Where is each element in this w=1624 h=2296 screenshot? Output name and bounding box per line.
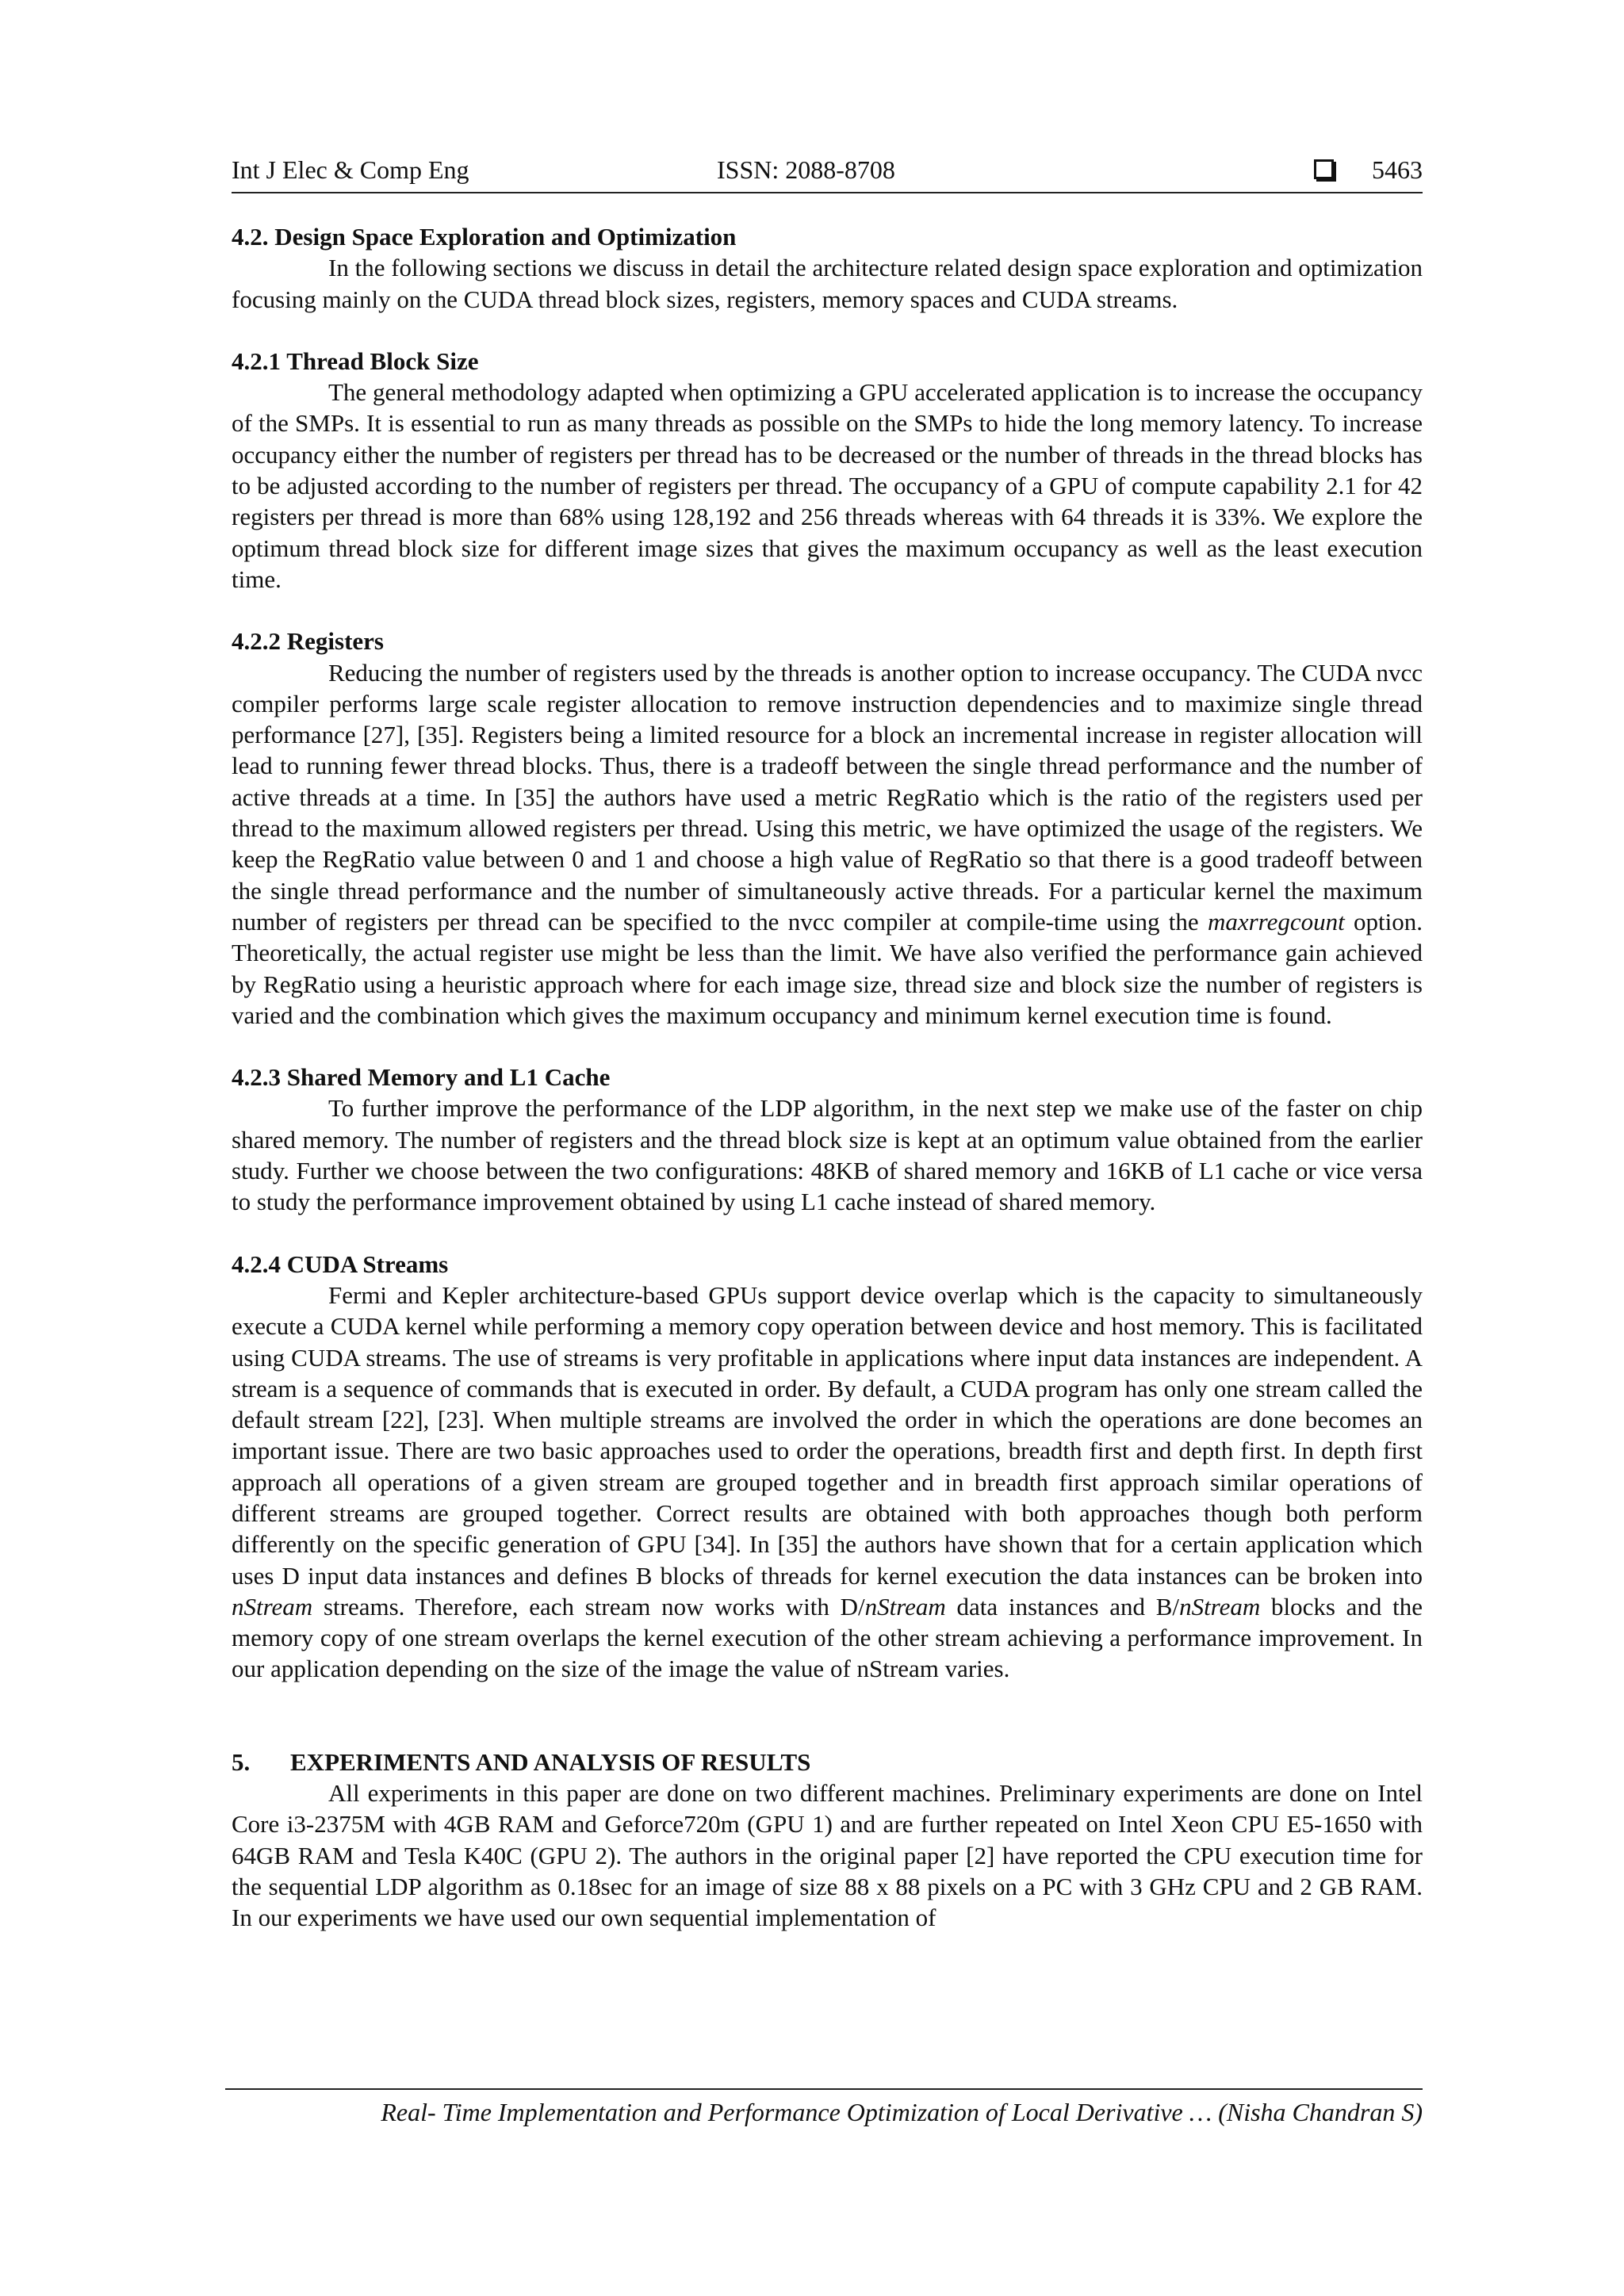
section-heading-4-2: 4.2. Design Space Exploration and Optimization bbox=[232, 223, 737, 251]
section-heading-4-2-3: 4.2.3 Shared Memory and L1 Cache bbox=[232, 1063, 611, 1092]
page-number: 5463 bbox=[1372, 155, 1423, 184]
text-run: data instances and B/ bbox=[956, 1592, 1180, 1621]
paragraph: To further improve the performance of the LDP algorithm, in the next step we make use of the faster on chip shared memory. The number of registers and the thread block size is kept at an optimum value obtained from the earlier study. Further we choose between the two configurations: 48KB of shared memory and 16KB of L1 cache or vice versa to study the performance improvement obtained by using L1 cache instead of shared memory. bbox=[232, 1094, 1423, 1216]
text-run: blocks and the memory copy of one stream overlaps the kernel execution of the other stream achieving a performance improvement. In our application depending on the size of the image the value of nStream varies. bbox=[232, 1592, 1423, 1683]
section-heading-4-2-1: 4.2.1 Thread Block Size bbox=[232, 346, 479, 375]
running-header bbox=[232, 154, 1423, 193]
journal-name: Int J Elec & Comp Eng bbox=[232, 155, 469, 184]
text-run: streams. Therefore, each stream now works with D/ bbox=[323, 1592, 865, 1621]
section-heading-4-2-2: 4.2.2 Registers bbox=[232, 627, 384, 656]
spacer bbox=[232, 1685, 1423, 1747]
paragraph: All experiments in this paper are done on two different machines. Preliminary experiments are done on Intel Core i3-2375M with 4GB RAM and Geforce720m (GPU 1) and are further repeated on Intel Xeon CPU E5-1650 with 64GB RAM and Tesla K40C (GPU 2). The authors in the original paper [2] have reported the CPU execution time for the sequential LDP algorithm as 0.18sec for an image of size 88 x 88 pixels on a PC with 3 GHz CPU and 2 GB RAM. In our experiments we have used our own sequential implementation of bbox=[232, 1779, 1423, 1932]
paragraph bbox=[232, 1280, 1423, 1685]
section-heading-4-2-4: 4.2.4 CUDA Streams bbox=[232, 1249, 449, 1278]
paragraph: The general methodology adapted when optimizing a GPU accelerated application is to increase the occupancy of the SMPs. It is essential to run as many threads as possible on the SMPs to hide the long memory latency. To increase occupancy either the number of registers per thread has to be decreased or the number of threads in the thread blocks has to be adjusted according to the number of registers per thread. The occupancy of a GPU of compute capability 2.1 for 42 registers per thread is more than 68% using 128,192 and 256 threads whereas with 64 threads it is 33%. We explore the optimum thread block size for different image sizes that gives the maximum occupancy as well as the least execution time. bbox=[232, 378, 1423, 593]
text-run: option. Theoretically, the actual register use might be less than the limit. We have also verified the performance gain achieved by RegRatio using a heuristic approach where for each image size, thread size and block size the number of registers is varied and the combination which gives the maximum occupancy and minimum kernel execution time is found. bbox=[232, 907, 1423, 1029]
section-title-text: EXPERIMENTS AND ANALYSIS OF RESULTS bbox=[290, 1747, 811, 1776]
spacer bbox=[232, 1031, 1423, 1062]
main-content bbox=[232, 221, 1423, 1934]
italic-term: maxrregcount bbox=[1207, 907, 1345, 936]
text-run: Fermi and Kepler architecture-based GPUs support device overlap which is the capacity to simultaneously execute a CUDA kernel while performing a memory copy operation between device and host memory. This is facilitated using CUDA streams. The use of streams is very profitable in applications where input data instances are independent. A stream is a sequence of commands that is executed in order. By default, a CUDA program has only one stream called the default stream [22], [23]. When multiple streams are involved the order in which the operations are done becomes an important issue. There are two basic approaches used to order the operations, breadth first and depth first. In depth first approach all operations of a given stream are grouped together and in breadth first approach similar operations of different streams are grouped together. Correct results are obtained with both approaches though both perform differently on the specific generation of GPU [34]. In [35] the authors have shown that for a certain application which uses D input data instances and defines B blocks of threads for kernel execution the data instances can be broken into bbox=[232, 1280, 1423, 1590]
square-box-icon bbox=[1314, 159, 1334, 179]
italic-term: nStream bbox=[864, 1592, 946, 1621]
section-heading-5 bbox=[232, 1747, 1423, 1777]
spacer bbox=[232, 595, 1423, 626]
running-footer: Real- Time Implementation and Performance Optimization of Local Derivative … (Nisha Chandran S) bbox=[225, 2088, 1423, 2130]
spacer bbox=[232, 315, 1423, 346]
paragraph: In the following sections we discuss in detail the architecture related design space exploration and optimization focusing mainly on the CUDA thread block sizes, registers, memory spaces and CUDA streams. bbox=[232, 254, 1423, 313]
italic-term: nStream bbox=[232, 1592, 313, 1621]
italic-term: nStream bbox=[1179, 1592, 1261, 1621]
section-number: 5. bbox=[232, 1747, 251, 1776]
spacer bbox=[232, 1218, 1423, 1249]
paragraph bbox=[232, 657, 1423, 1031]
issn: ISSN: 2088-8708 bbox=[717, 155, 895, 184]
page-number-group bbox=[1314, 154, 1423, 186]
text-run: Reducing the number of registers used by the threads is another option to increase occupancy. The CUDA nvcc compiler performs large scale register allocation to remove instruction dependencies and to maximize single thread performance [27], [35]. Registers being a limited resource for a block an incremental increase in register allocation will lead to running fewer thread blocks. Thus, there is a tradeoff between the single thread performance and the number of active threads at a time. In [35] the authors have used a metric RegRatio which is the ratio of the registers used per thread to the maximum allowed registers per thread. Using this metric, we have optimized the usage of the registers. We keep the RegRatio value between 0 and 1 and choose a high value of RegRatio so that there is a good tradeoff between the single thread performance and the number of simultaneously active threads. For a particular kernel the maximum number of registers per thread can be specified to the nvcc compiler at compile-time using the bbox=[232, 658, 1423, 936]
